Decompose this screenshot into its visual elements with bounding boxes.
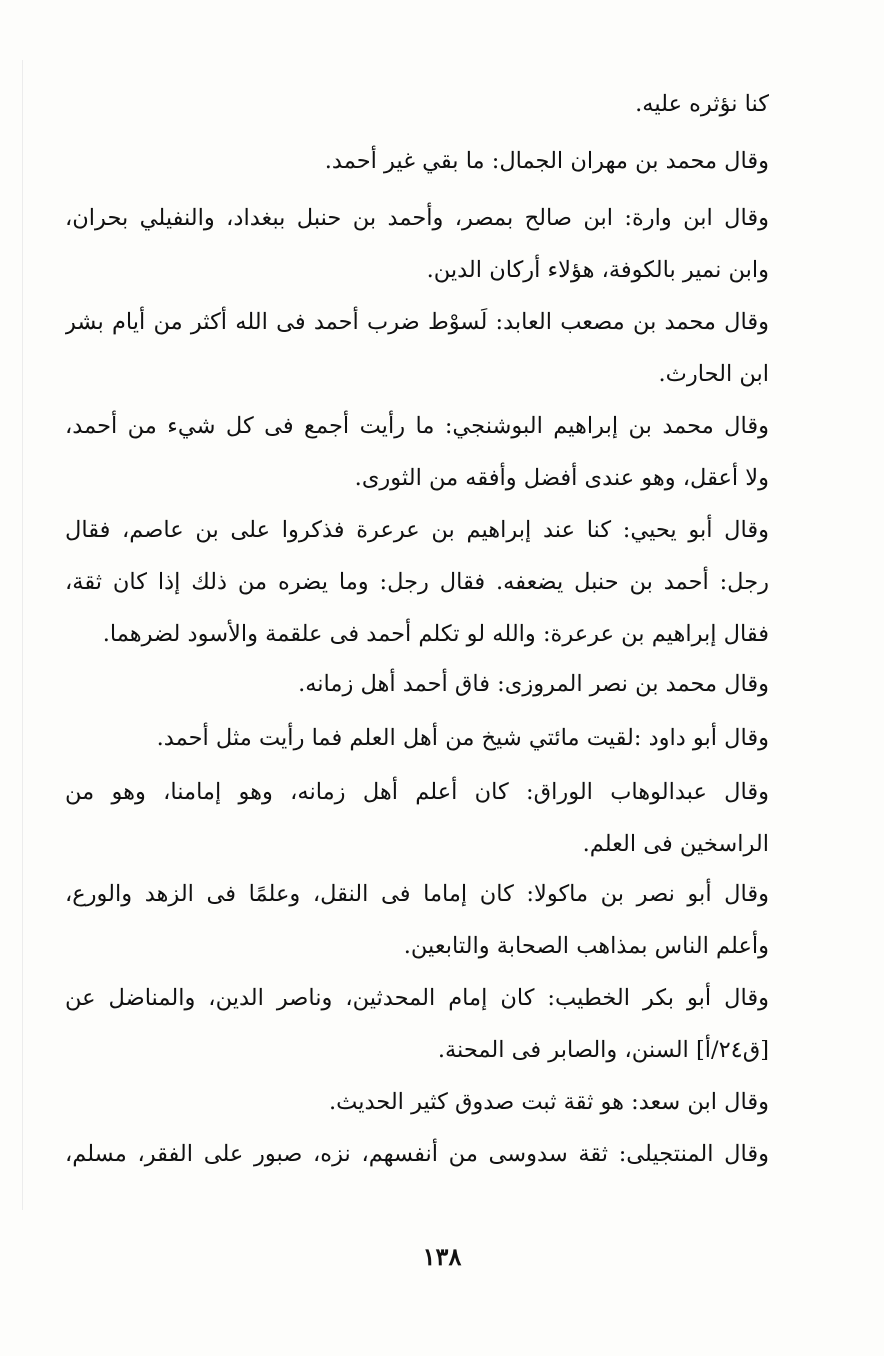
text-line: وقال المنتجيلى: ثقة سدوسى من أنفسهم، نزه، صبور على الفقر، مسلم، [65, 1141, 769, 1167]
text-line: وقال عبدالوهاب الوراق: كان أعلم أهل زمانه، وهو إمامنا، وهو من [65, 779, 769, 805]
paragraph [65, 868, 769, 972]
text-line: وقال أبو داود :لقيت مائتي شيخ من أهل العلم فما رأيت مثل أحمد. [156, 725, 769, 751]
text-line: وقال ابن وارة: ابن صالح بمصر، وأحمد بن حنبل ببغداد، والنفيلي بحران، [65, 205, 769, 231]
main-text [65, 78, 769, 187]
paragraph [65, 972, 769, 1076]
text-line: وقال محمد بن مصعب العابد: لَسوْط ضرب أحمد فى الله أكثر من أيام بشر [65, 309, 769, 335]
text-line: كنا نؤثره عليه. [635, 91, 769, 117]
text-line: وقال أبو بكر الخطيب: كان إمام المحدثين، وناصر الدين، والمناضل عن [65, 985, 769, 1011]
scan-edge-line [22, 60, 23, 1210]
text-line: وقال ابن سعد: هو ثقة ثبت صدوق كثير الحديث. [328, 1089, 769, 1115]
text-line: فقال إبراهيم بن عرعرة: والله لو تكلم أحمد فى علقمة والأسود لضرهما. [102, 621, 769, 647]
page-number: ١٣٨ [422, 1242, 462, 1271]
text-line: وقال محمد بن نصر المروزى: فاق أحمد أهل زمانه. [298, 671, 769, 697]
paragraph [65, 1076, 769, 1128]
paragraph [65, 504, 769, 660]
text-line: وقال أبو يحيي: كنا عند إبراهيم بن عرعرة فذكروا على بن عاصم، فقال [65, 517, 769, 543]
paragraph [65, 1128, 769, 1180]
paragraph [65, 192, 769, 296]
text-line: ولا أعقل، وهو عندى أفضل وأفقه من الثورى. [354, 465, 769, 491]
text-line: وقال محمد بن مهران الجمال: ما بقي غير أحمد. [324, 148, 769, 174]
text-line: رجل: أحمد بن حنبل يضعفه. فقال رجل: وما يضره من ذلك إذا كان ثقة، [65, 569, 769, 595]
paragraph [65, 296, 769, 400]
paragraph [65, 766, 769, 870]
text-line: [ق٢٤/أ] السنن، والصابر فى المحنة. [437, 1037, 769, 1063]
text-line: وأعلم الناس بمذاهب الصحابة والتابعين. [403, 933, 769, 959]
text-line: وقال أبو نصر بن ماكولا: كان إماما فى النقل، وعلمًا فى الزهد والورع، [65, 881, 769, 907]
text-line: الراسخين فى العلم. [582, 831, 769, 857]
paragraph [65, 712, 769, 764]
paragraph [65, 400, 769, 504]
text-line: ابن الحارث. [658, 361, 769, 387]
paragraph [65, 658, 769, 710]
text-line: وقال محمد بن إبراهيم البوشنجي: ما رأيت أجمع فى كل شيء من أحمد، [65, 413, 769, 439]
text-line: وابن نمير بالكوفة، هؤلاء أركان الدين. [426, 257, 769, 283]
